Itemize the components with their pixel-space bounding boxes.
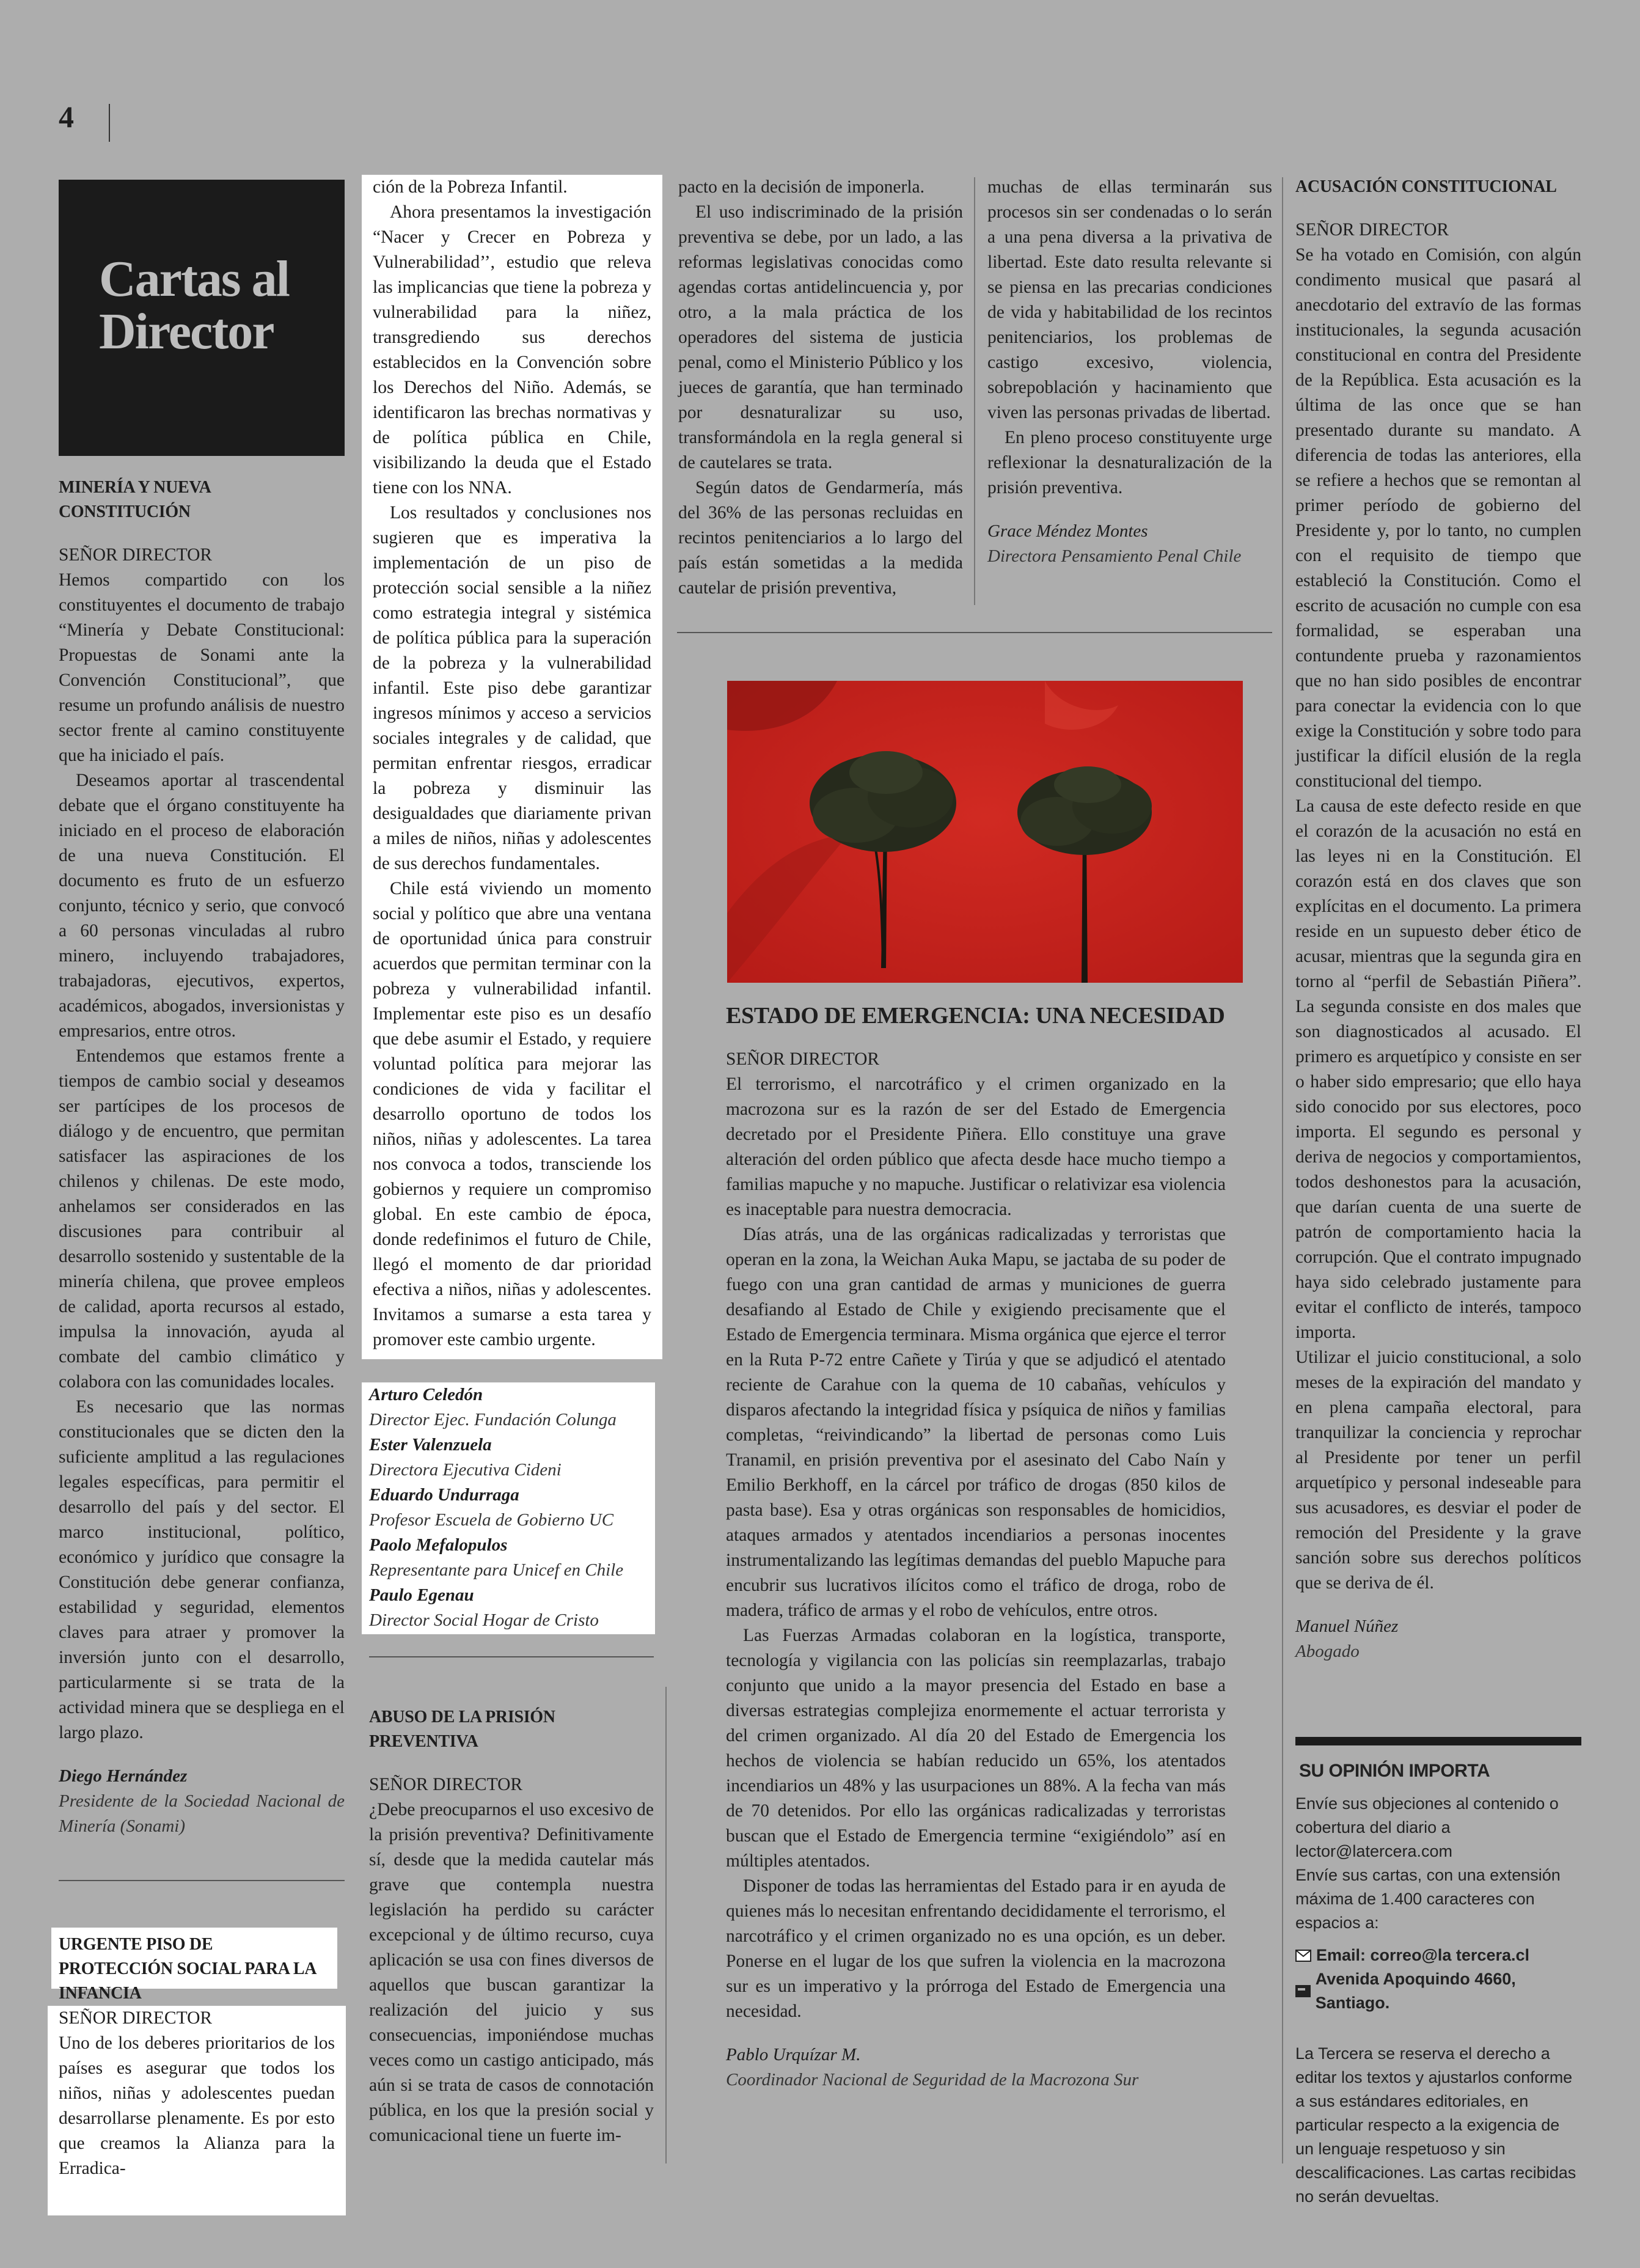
opinion-box-title: SU OPINIÓN IMPORTA	[1299, 1761, 1490, 1781]
column3-divider	[677, 632, 1272, 633]
letter-acusacion-paragraph: Se ha votado en Comisión, con algún condimento musical que pasará al anecdotario del extravío de las formas institucionales, la segunda acusación constitucional en contra del Presidente de la República. Esta acusación es la última de las once que se han presentado durante su mandato. A diferencia de todas las anteriores, ella se refiere a hechos que se remontan al primer período de gobierno del Presidente y, por lo tanto, no cumplen con el requisito de tiempo que estableció la Constitución. Como el escrito de acusación no cumple con esa formalidad, se esperaban una contundente prueba y razonamientos que no han sido posibles de encontrar para conectar la evidencia con lo que exige la Constitución y sobre todo para justificar la difícil elusión de la regla constitucional del tiempo.	[1295, 245, 1581, 791]
letter-prision-headline: ABUSO DE LA PRISIÓN PREVENTIVA	[369, 1708, 555, 1751]
section-title	[99, 253, 289, 358]
signatory-title: Directora Ejecutiva Cideni	[369, 1460, 562, 1480]
letter-prision-signature-title: Directora Pensamiento Penal Chile	[987, 546, 1242, 566]
letter-infancia-paragraph: ción de la Pobreza Infantil.	[373, 177, 568, 197]
letter-acusacion-headline: ACUSACIÓN CONSTITUCIONAL	[1295, 177, 1557, 196]
opinion-box	[1295, 1758, 1581, 2209]
page-number: 4	[59, 100, 74, 134]
column-vertical-divider	[665, 1687, 667, 2163]
letter-prision-signature-name: Grace Méndez Montes	[987, 521, 1148, 541]
signatory-name: Paulo Egenau	[369, 1585, 474, 1605]
signatory-title: Director Ejec. Fundación Colunga	[369, 1410, 617, 1429]
letter-acusacion-signature-name: Manuel Núñez	[1295, 1617, 1399, 1636]
araucaria-trees-image	[727, 681, 1243, 983]
letter-infancia-headline: URGENTE PISO DE PROTECCIÓN SOCIAL PARA LA INFANCIA	[59, 1935, 316, 2003]
letter-infancia-paragraph: Chile está viviendo un momento social y político que abre una ventana de oportunidad única para construir acuerdos que permitan terminar con la pobreza y vulnerabilidad infantil. Implementar este piso es un desafío que debe asumir el Estado, y requiere voluntad política para mejorar las condiciones de vida y facilitar el desarrollo oportuno de todos los niños, niñas y adolescentes. La tarea nos convoca a todos, transciende los gobiernos y requiere un compromiso global. En este cambio de época, donde redefinimos el futuro de Chile, llegó el momento de dar prioridad efectiva a niños, niñas y adolescentes. Invitamos a sumarse a esta tarea y promover este cambio urgente.	[373, 879, 651, 1349]
letter-prision-part2	[678, 175, 963, 601]
letter-mineria-signature-name: Diego Hernández	[59, 1766, 188, 1786]
signatory-name: Ester Valenzuela	[369, 1435, 492, 1455]
letter-acusacion-salutation: SEÑOR DIRECTOR	[1295, 220, 1449, 240]
section-title-line2: Director	[99, 303, 274, 360]
envelope-icon	[1295, 1950, 1311, 1962]
opinion-box-text2: Envíe sus cartas, con una extensión máxima de 1.400 caracteres con espacios a:	[1295, 1866, 1561, 1932]
signatory-title: Profesor Escuela de Gobierno UC	[369, 1510, 614, 1530]
signatory-name: Paolo Mefalopulos	[369, 1535, 508, 1555]
araucaria-photo	[727, 681, 1243, 983]
letter-emergencia-signature-name: Pablo Urquízar M.	[726, 2045, 861, 2064]
letter-infancia-part1	[48, 2006, 346, 2215]
letter-mineria-paragraph: Deseamos aportar al trascendental debate que el órgano constituyente ha iniciado en el proceso de elaboración de una nueva Constitución. El documento es fruto de un esfuerzo conjunto, técnico y serio, que convocó a 60 personas vinculadas al rubro minero, incluyendo trabajadores, trabajadoras, ejecutivos, expertos, académicos, abogados, inversionistas y empresarios, entre otros.	[59, 771, 345, 1041]
signatory-title: Director Social Hogar de Cristo	[369, 1610, 599, 1630]
column2-divider	[369, 1656, 654, 1657]
letter-mineria-paragraph: Hemos compartido con los constituyentes el documento de trabajo “Minería y Debate Constitucional: Propuestas de Sonami ante la Convención Constitucional”, que resume un profundo análisis de nuestro sector frente al camino constituyente que ha iniciado el país.	[59, 570, 345, 765]
letter-prision	[369, 1705, 654, 2148]
letter-mineria-paragraph: Es necesario que las normas constitucionales que se dicten den la suficiente amplitud a las regulaciones legales específicas, para permitir el desarrollo del país y del sector. El marco institucional, político, económico y jurídico que consagre la Constitución debe generar confianza, estabilidad y seguridad, elementos claves para atraer y promover la inversión junto con el desarrollo, particularmente si se trata de la actividad minera que se despliega en el largo plazo.	[59, 1397, 345, 1742]
letter-emergencia-paragraph: El terrorismo, el narcotráfico y el crimen organizado en la macrozona sur es la razón de ser del Estado de Emergencia decretado por el Presidente Piñera. Ello constituye una grave alteración del orden público que afecta desde hace mucho tiempo a familias mapuche y no mapuche. Justificar o relativizar esa violencia es inaceptable para nuestra democracia.	[726, 1074, 1226, 1219]
letter-acusacion-signature-title: Abogado	[1295, 1642, 1360, 1661]
letter-infancia-paragraph: Los resultados y conclusiones nos sugieren que es imperativa la implementación de un piso de protección social sensible a la niñez como estrategia integral y sistémica de política pública para la superación de la pobreza y la vulnerabilidad infantil. Este piso debe garantizar ingresos mínimos y acceso a servicios sociales integrales y de calidad, que permitan enfrentar riesgos, erradicar la pobreza y disminuir las desigualdades que diariamente privan a miles de niños, niñas y adolescentes de sus derechos fundamentales.	[373, 503, 651, 873]
opinion-box-disclaimer: La Tercera se reserva el derecho a editar los textos y ajustarlos conforme a sus estándares editoriales, en particular respecto a la exigencia de un lenguaje respetuoso y sin descalificaciones. Las cartas recibidas no serán devueltas.	[1295, 2044, 1576, 2206]
signatory-name: Eduardo Undurraga	[369, 1485, 519, 1505]
letter-infancia-signatories	[362, 1382, 655, 1634]
letter-mineria-salutation: SEÑOR DIRECTOR	[59, 545, 213, 565]
letter-emergencia-signature-title: Coordinador Nacional de Seguridad de la Macrozona Sur	[726, 2070, 1139, 2090]
opinion-box-rule	[1295, 1737, 1581, 1745]
letter-emergencia	[726, 1004, 1226, 2093]
letter-emergencia-paragraph: Las Fuerzas Armadas colaboran en la logística, transporte, tecnología y vigilancia con las policías sin reemplazarlas, trabajo conjunto que unido a la mayor presencia del Estado en base a diversas estrategias complejiza enormemente el actuar terrorista y del crimen organizado. Al día 20 del Estado de Emergencia los hechos de violencia se habían reducido un 65%, los atentados incendiarios un 48% y las usurpaciones un 88%. A la fecha van más de 70 detenidos. Por ello las orgánicas radicalizadas y terroristas buscan que el Estado de Emergencia termine “exigiéndolo” así en múltiples atentados.	[726, 1626, 1226, 1871]
opinion-box-address: Avenida Apoquindo 4660, Santiago.	[1315, 1970, 1516, 2012]
letter-infancia-paragraph: Uno de los deberes prioritarios de los países es asegurar que todos los niños, niñas y adolescentes puedan desarrollarse plenamente. Es por esto que creamos la Alianza para la Erradica-	[59, 2033, 335, 2178]
signatory-name: Arturo Celedón	[369, 1385, 483, 1404]
letter-prision-salutation: SEÑOR DIRECTOR	[369, 1775, 523, 1794]
letter-prision-paragraph: En pleno proceso constituyente urge reflexionar la desnaturalización de la prisión preventiva.	[987, 428, 1272, 497]
letter-mineria-headline: MINERÍA Y NUEVA CONSTITUCIÓN	[59, 478, 211, 521]
opinion-box-email[interactable]: Email: correo@la tercera.cl	[1316, 1946, 1529, 1964]
letter-prision-paragraph: Según datos de Gendarmería, más del 36% de las personas recluidas en recintos penitenciarios a lo largo del país están sometidas a la medida cautelar de prisión preventiva,	[678, 478, 963, 598]
mailbox-icon	[1295, 1985, 1311, 1997]
letter-mineria-paragraph: Entendemos que estamos frente a tiempos de cambio social y deseamos ser partícipes de los procesos de diálogo y de encuentro, que permitan satisfacer las aspiraciones de los chilenos y chilenas. De este modo, anhelamos ser considerados en las discusiones para contribuir al desarrollo sostenido y sustentable de la minería chilena, que provee empleos de calidad, aporta recursos al estado, impulsa la innovación, ayuda al combate del cambio climático y colabora con las comunidades locales.	[59, 1046, 345, 1392]
page-number-divider	[109, 104, 110, 142]
letter-acusacion-paragraph: Utilizar el juicio constitucional, a solo meses de la expiración del mandato y en plena campaña electoral, para tranquilizar la conciencia y reprochar al Presidente por tener un perfil arquetípico y personal indeseable para sus acusadores, es desviar el poder de remoción del Presidente y la grave sanción sobre sus derechos políticos que se deriva de él.	[1295, 1348, 1581, 1593]
letter-mineria	[59, 475, 345, 1839]
letter-prision-paragraph: ¿Debe preocuparnos el uso excesivo de la prisión preventiva? Definitivamente sí, desde que la medida cautelar más grave que contempla nuestra legislación ha perdido su carácter excepcional y de último recurso, cuya aplicación se usa con fines diversos de aquellos que buscan garantizar la realización del juicio y sus consecuencias, imponiéndose muchas veces como un castigo anticipado, más aún si se trata de casos de connotación pública, en los que la presión social y comunicacional tiene un fuerte im-	[369, 1800, 654, 2145]
letter-infancia-paragraph: Ahora presentamos la investigación “Nacer y Crecer en Pobreza y Vulnerabilidad’’, estudio que releva las implicancias que tiene la pobreza y vulnerabilidad para la niñez, transgrediendo sus derechos establecidos en la Convención sobre los Derechos del Niño. Además, se identificaron las brechas normativas y de política pública en Chile, visibilizando la deuda que el Estado tiene con los NNA.	[373, 202, 651, 497]
letter-emergencia-salutation: SEÑOR DIRECTOR	[726, 1049, 880, 1069]
letter-mineria-signature-title: Presidente de la Sociedad Nacional de Minería (Sonami)	[59, 1791, 345, 1836]
column-vertical-divider	[1282, 177, 1283, 2163]
letter-emergencia-headline: ESTADO DE EMERGENCIA: UNA NECESIDAD	[726, 1003, 1225, 1029]
letter-prision-paragraph: El uso indiscriminado de la prisión preventiva se debe, por un lado, a las reformas legislativas conocidas como agendas cortas antidelincuencia y, por otro, a la mala práctica de los operadores del sistema de justicia penal, como el Ministerio Público y los jueces de garantía, que han terminado por desnaturalizar su uso, transformándola en la regla general si de cautelares se trata.	[678, 202, 963, 472]
opinion-box-email-row	[1295, 1943, 1581, 1967]
letter-infancia-part2	[362, 175, 662, 1359]
letter-acusacion-paragraph: La causa de este defecto reside en que el corazón de la acusación no está en las leyes ni en la Constitución. El corazón está en dos claves que son explícitas en el documento. La primera reside en un supuesto deber ético de acusar, mientras que la segunda gira en torno al “perfil de Sebastián Piñera”. La segunda consiste en dos males que son diagnosticados al acusado. El primero es arquetípico y consiste en ser o haber sido empresario; que ello haya sido conocido por sus electores, poco importa. El segundo es personal y deriva de negocios y comportamientos, todos deshonestos para la acusación, que darían cuenta de una suerte de patrón de comportamiento hacia la corrupción. Que el contrato impugnado haya sido celebrado justamente para evitar el conflicto de interés, tampoco importa.	[1295, 796, 1581, 1342]
letter-infancia-headline-panel	[51, 1928, 337, 2003]
letter-prision-paragraph: muchas de ellas terminarán sus procesos sin ser condenadas o lo serán a una pena diversa a la privativa de libertad. Este dato resulta relevante si se piensa en las precarias condiciones de vida y habitabilidad de los recintos penitenciarios, los problemas de castigo excesivo, violencia, sobrepoblación y hacinamiento que viven las personas privadas de libertad.	[987, 177, 1272, 422]
signatory-title: Representante para Unicef en Chile	[369, 1560, 624, 1580]
letter-infancia-salutation: SEÑOR DIRECTOR	[59, 2008, 213, 2028]
letter-prision-part3	[987, 175, 1272, 569]
letter-prision-paragraph: pacto en la decisión de imponerla.	[678, 177, 925, 197]
letter-emergencia-paragraph: Disponer de todas las herramientas del Estado para ir en ayuda de quienes más lo necesitan enfrentando decididamente el terrorismo, el narcotráfico y el crimen organizado no es una opción, es un deber. Ponerse en el lugar de los que sufren la violencia en la macrozona sur es un imperativo y la prórroga del Estado de Emergencia una necesidad.	[726, 1876, 1226, 2021]
opinion-box-address-row	[1295, 1967, 1581, 2015]
opinion-box-text1: Envíe sus objeciones al contenido o cobertura del diario a lector@latercera.com	[1295, 1794, 1559, 1860]
section-title-line1: Cartas al	[99, 251, 289, 307]
column-vertical-divider	[974, 177, 975, 605]
letter-emergencia-paragraph: Días atrás, una de las orgánicas radicalizadas y terroristas que operan en la zona, la Weichan Auka Mapu, se jactaba de su poder de fuego con una gran cantidad de armas y municiones de guerra desafiando al Estado de Chile y exigiendo precisamente que el Estado de Emergencia terminara. Misma orgánica que ejerce el terror en la Ruta P-72 entre Cañete y Tirúa y que se adjudicó el atentado reciente de Carahue con la quema de 10 cabañas, vehículos y disparos afectando la integridad física y psíquica de niños y familias completas, “reivindicando” la libertad de personas como Luis Tranamil, en prisión preventiva por el asesinato del Cabo Naín y Emilio Berkhoff, en la cárcel por tráfico de drogas (850 kilos de pasta base). Esa y otras orgánicas son responsables de homicidios, ataques armados y atentados incendiarios a personas inocentes instrumentalizando las legítimas demandas del pueblo Mapuche para encubrir sus lucrativos ilícitos como el tráfico de droga, robo de madera, tráfico de armas y el robo de vehículos, entre otros.	[726, 1225, 1226, 1620]
column1-divider	[59, 1880, 345, 1881]
letter-acusacion	[1295, 175, 1581, 1664]
section-title-box	[59, 180, 345, 456]
